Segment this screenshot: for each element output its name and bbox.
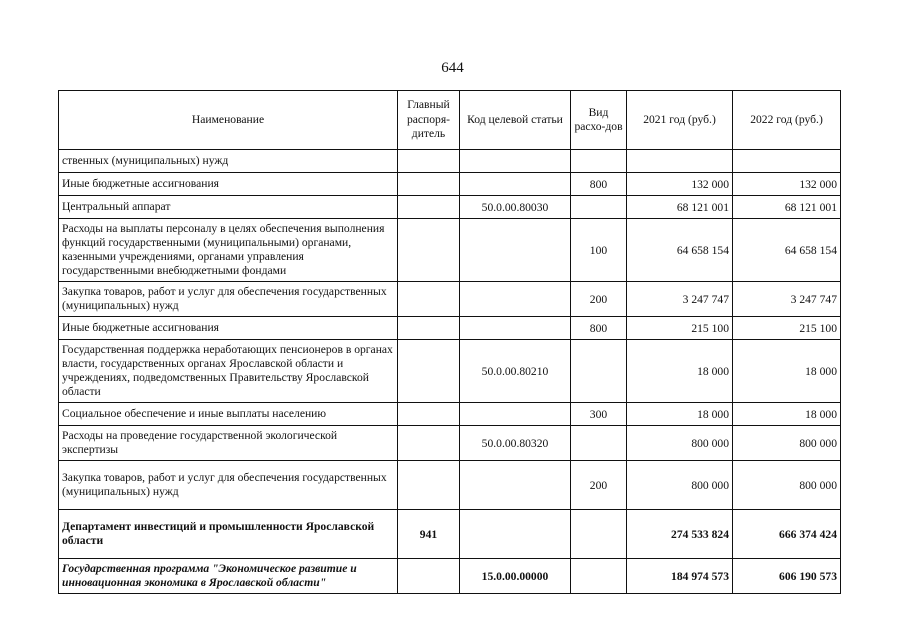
row-name: Иные бюджетные ассигнования <box>59 317 398 340</box>
row-2021: 18 000 <box>627 340 733 403</box>
row-expense-type <box>571 510 627 559</box>
row-code <box>460 403 571 426</box>
row-code: 50.0.00.80210 <box>460 340 571 403</box>
table-row <box>59 219 841 282</box>
row-2022: 666 374 424 <box>733 510 841 559</box>
row-expense-type: 100 <box>571 219 627 282</box>
row-2021: 800 000 <box>627 426 733 461</box>
row-2022: 18 000 <box>733 340 841 403</box>
row-2021: 64 658 154 <box>627 219 733 282</box>
row-manager <box>398 173 460 196</box>
table-row <box>59 282 841 317</box>
row-2021: 215 100 <box>627 317 733 340</box>
row-code <box>460 219 571 282</box>
row-code <box>460 510 571 559</box>
row-2022: 64 658 154 <box>733 219 841 282</box>
row-code <box>460 173 571 196</box>
row-2021: 274 533 824 <box>627 510 733 559</box>
row-2021: 18 000 <box>627 403 733 426</box>
table-row <box>59 461 841 510</box>
row-expense-type <box>571 340 627 403</box>
program-row <box>59 559 841 594</box>
row-2021: 184 974 573 <box>627 559 733 594</box>
row-2021: 132 000 <box>627 173 733 196</box>
row-code <box>460 461 571 510</box>
row-manager: 941 <box>398 510 460 559</box>
row-expense-type: 300 <box>571 403 627 426</box>
row-2021: 800 000 <box>627 461 733 510</box>
row-name: Закупка товаров, работ и услуг для обеспечения государственных (муниципальных) нужд <box>59 282 398 317</box>
header-2021: 2021 год (руб.) <box>627 91 733 150</box>
header-expense-type: Вид расхо-дов <box>571 91 627 150</box>
row-expense-type <box>571 150 627 173</box>
table-row <box>59 426 841 461</box>
row-manager <box>398 340 460 403</box>
row-code: 50.0.00.80320 <box>460 426 571 461</box>
row-expense-type: 200 <box>571 461 627 510</box>
table-row <box>59 340 841 403</box>
department-row <box>59 510 841 559</box>
row-code <box>460 282 571 317</box>
budget-table <box>58 90 841 594</box>
row-2022: 132 000 <box>733 173 841 196</box>
row-name: Государственная поддержка неработающих пенсионеров в органах власти, государственных органах Ярославской области и учреждениях, подведомственных Правительству Ярославской области <box>59 340 398 403</box>
row-manager <box>398 150 460 173</box>
row-manager <box>398 317 460 340</box>
row-code <box>460 317 571 340</box>
row-manager <box>398 426 460 461</box>
row-name: Закупка товаров, работ и услуг для обеспечения государственных (муниципальных) нужд <box>59 461 398 510</box>
row-name: Центральный аппарат <box>59 196 398 219</box>
row-manager <box>398 196 460 219</box>
row-2022: 800 000 <box>733 426 841 461</box>
row-2022: 215 100 <box>733 317 841 340</box>
row-code <box>460 150 571 173</box>
row-name: Государственная программа "Экономическое развитие и инновационная экономика в Ярославской области" <box>59 559 398 594</box>
row-expense-type: 800 <box>571 173 627 196</box>
table-row <box>59 150 841 173</box>
row-2021: 68 121 001 <box>627 196 733 219</box>
row-name: Расходы на выплаты персоналу в целях обеспечения выполнения функций государственными (муниципальными) органами, казенными учреждениями, органами управления государственными внебюджетными фондами <box>59 219 398 282</box>
row-2022: 68 121 001 <box>733 196 841 219</box>
row-manager <box>398 282 460 317</box>
row-2021 <box>627 150 733 173</box>
page-number: 644 <box>441 60 464 76</box>
row-2022: 18 000 <box>733 403 841 426</box>
row-manager <box>398 559 460 594</box>
row-2022: 800 000 <box>733 461 841 510</box>
table-row <box>59 173 841 196</box>
row-manager <box>398 219 460 282</box>
row-expense-type: 200 <box>571 282 627 317</box>
header-manager: Главный распоря-дитель <box>398 91 460 150</box>
row-code: 50.0.00.80030 <box>460 196 571 219</box>
row-2022: 606 190 573 <box>733 559 841 594</box>
header-code: Код целевой статьи <box>460 91 571 150</box>
row-expense-type <box>571 426 627 461</box>
row-manager <box>398 461 460 510</box>
row-code: 15.0.00.00000 <box>460 559 571 594</box>
row-name: Социальное обеспечение и иные выплаты населению <box>59 403 398 426</box>
row-name: Департамент инвестиций и промышленности Ярославской области <box>59 510 398 559</box>
header-name: Наименование <box>59 91 398 150</box>
row-expense-type <box>571 196 627 219</box>
header-2022: 2022 год (руб.) <box>733 91 841 150</box>
table-row <box>59 317 841 340</box>
row-2021: 3 247 747 <box>627 282 733 317</box>
table-row <box>59 403 841 426</box>
row-name: Расходы на проведение государственной экологической экспертизы <box>59 426 398 461</box>
row-name: Иные бюджетные ассигнования <box>59 173 398 196</box>
table-header-row <box>59 91 841 150</box>
row-expense-type <box>571 559 627 594</box>
row-expense-type: 800 <box>571 317 627 340</box>
row-manager <box>398 403 460 426</box>
row-name: ственных (муниципальных) нужд <box>59 150 398 173</box>
row-2022: 3 247 747 <box>733 282 841 317</box>
table-row <box>59 196 841 219</box>
row-2022 <box>733 150 841 173</box>
